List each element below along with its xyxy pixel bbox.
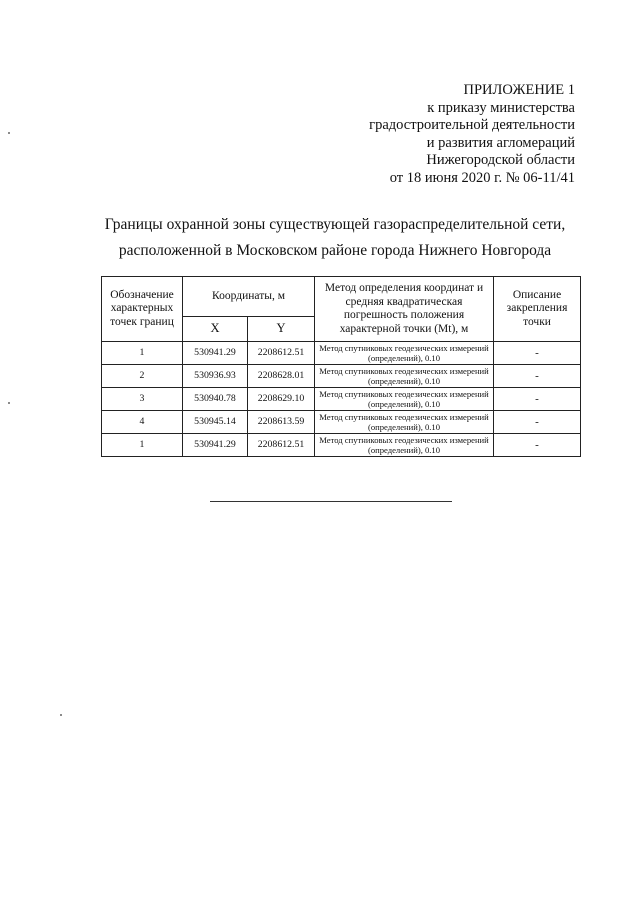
cell-point: 4 [102, 411, 183, 434]
appendix-line-1: к приказу министерства [427, 99, 575, 116]
cell-point: 1 [102, 434, 183, 457]
table-row [102, 388, 581, 411]
scan-speck [60, 714, 62, 716]
cell-description: - [494, 434, 581, 457]
header-designation: Обозначение характерных точек границ [102, 277, 183, 342]
appendix-header [369, 82, 575, 188]
cell-point: 2 [102, 365, 183, 388]
cell-x: 530941.29 [183, 434, 248, 457]
cell-y: 2208628.01 [248, 365, 315, 388]
header-coordinates: Координаты, м [183, 277, 315, 317]
cell-y: 2208629.10 [248, 388, 315, 411]
cell-y: 2208612.51 [248, 434, 315, 457]
appendix-title: ПРИЛОЖЕНИЕ 1 [463, 82, 575, 98]
appendix-line-3: и развития агломераций [426, 134, 575, 151]
cell-method: Метод спутниковых геодезических измерений (определений), 0.10 [315, 342, 494, 365]
cell-x: 530940.78 [183, 388, 248, 411]
appendix-line-5: от 18 июня 2020 г. № 06-11/41 [389, 169, 575, 186]
cell-description: - [494, 342, 581, 365]
cell-point: 1 [102, 342, 183, 365]
table-row [102, 434, 581, 457]
table-row [102, 365, 581, 388]
cell-description: - [494, 388, 581, 411]
cell-description: - [494, 365, 581, 388]
cell-description: - [494, 411, 581, 434]
cell-method: Метод спутниковых геодезических измерений (определений), 0.10 [315, 365, 494, 388]
cell-x: 530941.29 [183, 342, 248, 365]
signature-divider [210, 501, 452, 502]
table-row [102, 342, 581, 365]
title-line-1: Границы охранной зоны существующей газораспределительной сети, [104, 216, 566, 233]
scan-speck [8, 132, 10, 134]
title-line-2: расположенной в Московском районе города Нижнего Новгорода [118, 242, 552, 259]
header-y: Y [248, 317, 315, 342]
cell-method: Метод спутниковых геодезических измерений (определений), 0.10 [315, 411, 494, 434]
header-method: Метод определения координат и средняя квадратическая погрешность положения характерной точки (Mt), м [315, 277, 494, 342]
coordinates-table [101, 276, 581, 457]
cell-x: 530945.14 [183, 411, 248, 434]
appendix-line-4: Нижегородской области [426, 152, 575, 169]
cell-y: 2208613.59 [248, 411, 315, 434]
cell-x: 530936.93 [183, 365, 248, 388]
document-title [0, 212, 640, 264]
table-row [102, 411, 581, 434]
header-description: Описание закрепления точки [494, 277, 581, 342]
header-x: X [183, 317, 248, 342]
scan-speck [8, 402, 10, 404]
cell-y: 2208612.51 [248, 342, 315, 365]
cell-method: Метод спутниковых геодезических измерений (определений), 0.10 [315, 434, 494, 457]
appendix-line-2: градостроительной деятельности [369, 117, 575, 134]
cell-point: 3 [102, 388, 183, 411]
cell-method: Метод спутниковых геодезических измерений (определений), 0.10 [315, 388, 494, 411]
